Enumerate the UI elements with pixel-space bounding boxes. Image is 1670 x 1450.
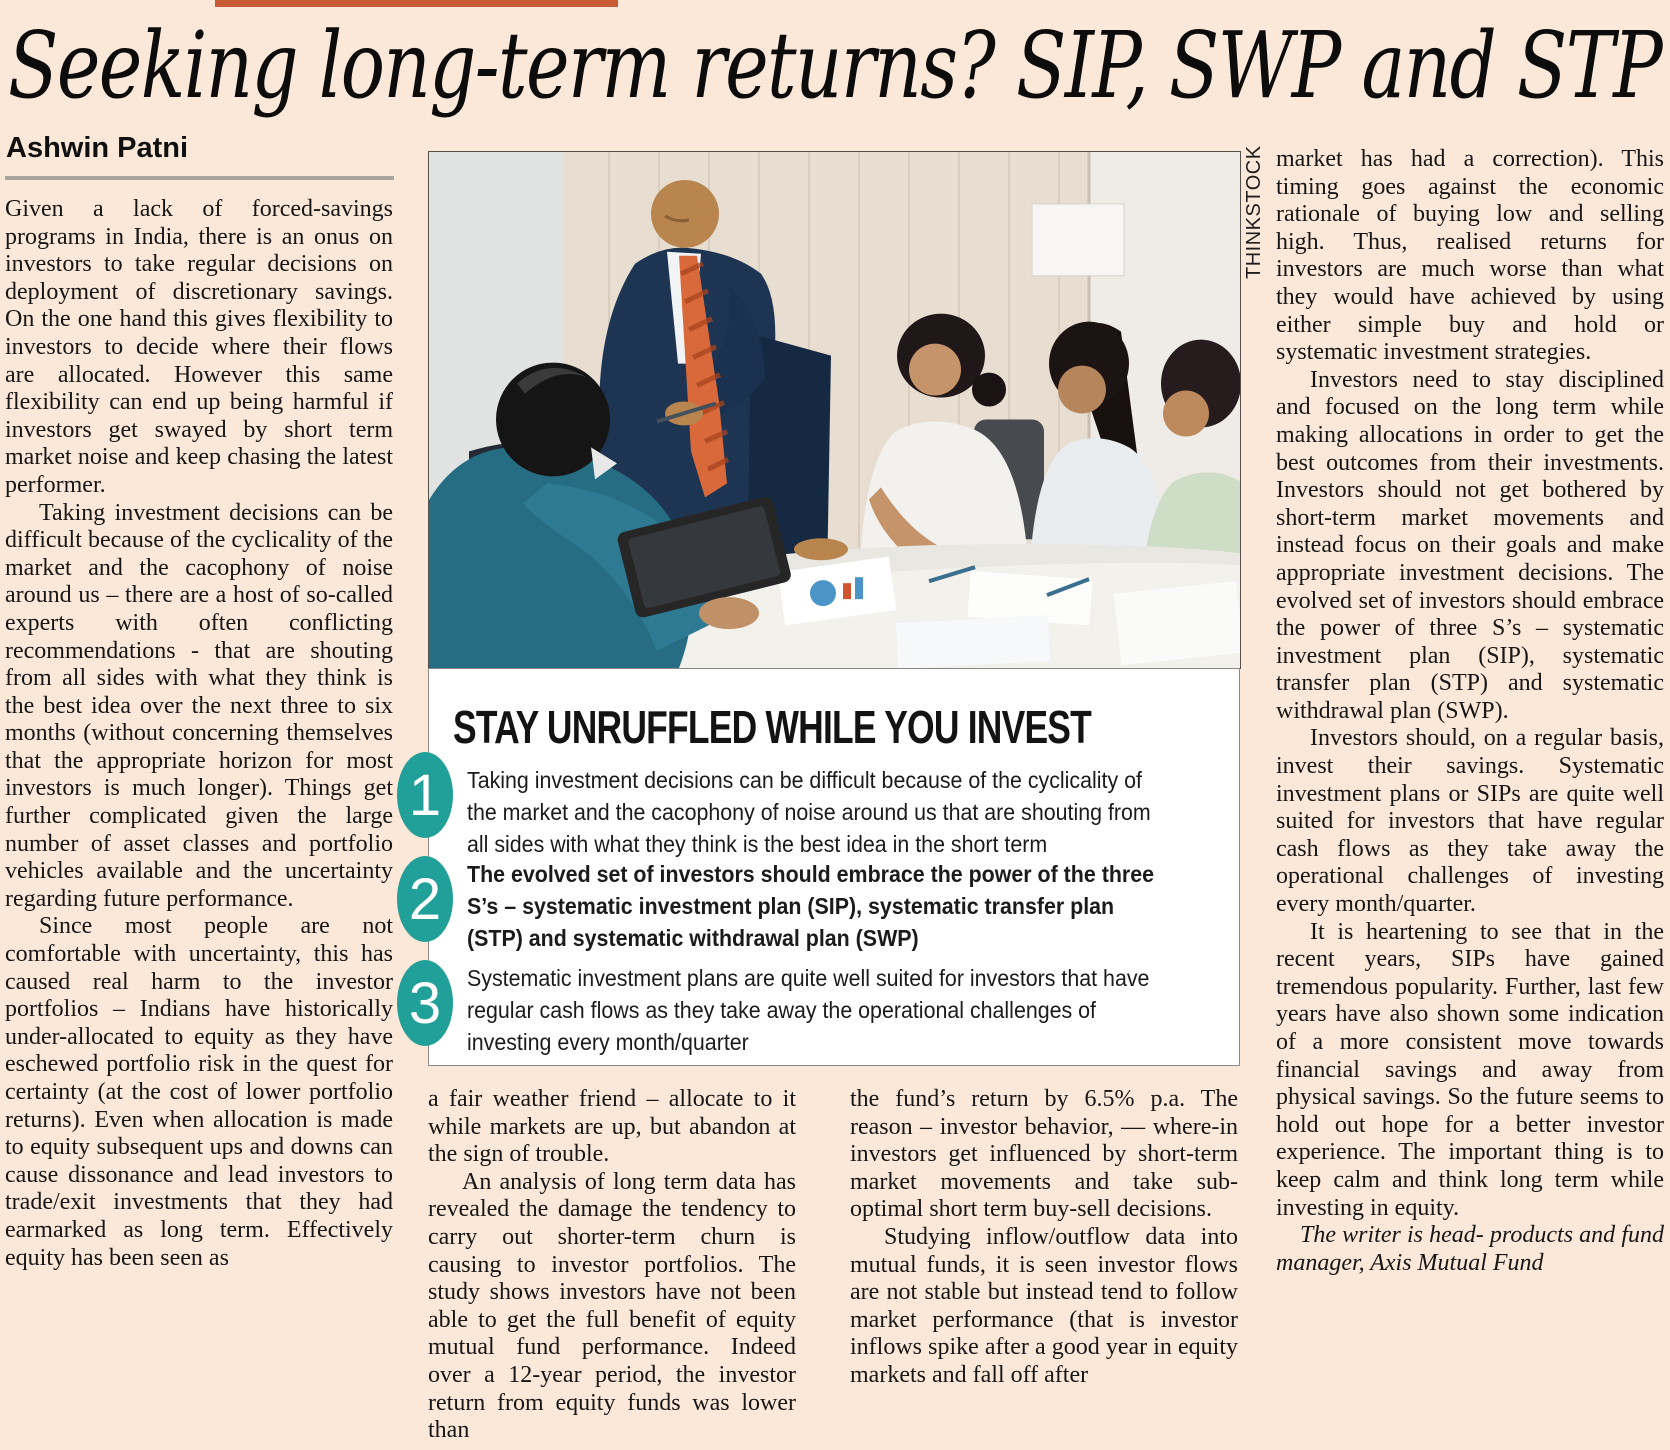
whiteboard <box>1032 204 1124 276</box>
hand-on-table <box>794 538 848 560</box>
infobox-item-1: Taking investment decisions can be difficult because of the cyclicality of the market and the cacophony of noise around us that are shouting from all sides with what they think is the best idea in the short term <box>467 767 1151 857</box>
byline: Ashwin Patni <box>6 132 189 164</box>
infobox-item-2: The evolved set of investors should embrace the power of the three S’s – systematic investment plan (SIP), systematic transfer plan (STP) and systematic withdrawal plan (SWP) <box>467 861 1155 951</box>
article-column-4 <box>1276 146 1664 1450</box>
article-column-2 <box>428 1086 796 1450</box>
paragraph: Studying inflow/outflow data into mutual funds, it is seen investor flows are not stable but instead tend to follow market performance (that is investor inflows spike after a good year in equity markets and fall off after <box>850 1223 1238 1388</box>
numbered-badge-3: 3 <box>397 960 453 1046</box>
paragraph: Investors should, on a regular basis, invest their savings. Systematic investment plans or SIPs are quite well suited for investors that have regular cash flows as they take away the operational challenges of investing every month/quarter. <box>1276 725 1664 918</box>
stay-unruffled-infobox <box>408 668 1240 1066</box>
paragraph: Since most people are not comfortable with uncertainty, this has caused real harm to the investor portfolios – Indians have historically under-allocated to equity as they have eschewed portfolio risk in the quest for certainty (at the cost of lower portfolio returns). Even when allocation is made to equity subsequent ups and downs can cause dissonance and lead investors to trade/exit investments that they had earmarked as long term. Effectively equity has been seen as <box>5 913 393 1271</box>
bald-head <box>651 180 719 248</box>
paragraph: the fund’s return by 6.5% p.a. The reason – investor behavior, — where-in investors get influenced by short-term market movements and take sub-optimal short term buy-sell decisions. <box>850 1086 1238 1223</box>
numbered-badge-1: 1 <box>397 752 453 838</box>
paragraph: An analysis of long term data has revealed the damage the tendency to carry out shorter-term churn is causing to investor portfolios. The study shows investors have not been able to get the full benefit of equity mutual fund performance. Indeed over a 12-year period, the investor return from equity funds was lower than <box>428 1168 796 1444</box>
writer-credit: The writer is head- products and fund manager, Axis Mutual Fund <box>1276 1222 1664 1276</box>
article-column-3 <box>850 1086 1238 1450</box>
meeting-photo <box>428 151 1241 669</box>
paragraph: Investors need to stay disciplined and focused on the long term while making allocations in order to get the best outcomes from their investments. Investors should not get bothered by short-term market movements and instead focus on their goals and make appropriate investment decisions. The evolved set of investors should embrace the power of three S’s – systematic investment plan (SIP), systematic transfer plan (STP) and systematic withdrawal plan (SWP). <box>1276 366 1664 724</box>
numbered-badge-2: 2 <box>397 856 453 942</box>
hand-holding-tablet <box>699 597 759 629</box>
paragraph: Given a lack of forced-savings programs in India, there is an onus on investors to take regular decisions on deployment of discretionary savings. On the one hand this gives flexibility to investors to decide where their flows are allocated. However this same flexibility can end up being harmful if investors get swayed by short term market noise and keep chasing the latest performer. <box>5 196 393 498</box>
article-headline: Seeking long-term returns? SIP, SWP and STP <box>8 12 1662 119</box>
paragraph: Taking investment decisions can be difficult because of the cyclicality of the market and the cacophony of noise around us – there are a host of so-called experts with often conflicting recommendations - that are shouting from all sides with what they think is the best idea over the next three to six months (without concerning themselves that the appropriate horizon for most investors is much longer). Things get further complicated given the large number of asset classes and portfolio vehicles available and the uncertainty regarding future performance. <box>5 499 393 912</box>
infobox-title: STAY UNRUFFLED WHILE YOU INVEST <box>453 701 1092 753</box>
photo-credit: THINKSTOCK <box>1243 145 1265 279</box>
meeting-photo-illustration <box>429 152 1240 668</box>
byline-rule <box>5 176 394 180</box>
article-column-1 <box>5 196 393 1450</box>
paragraph: a fair weather friend – allocate to it while markets are up, but abandon at the sign of trouble. <box>428 1086 796 1168</box>
top-accent-bar <box>215 0 618 7</box>
paragraph: market has had a correction). This timing goes against the economic rationale of buying low and selling high. Thus, realised returns for investors are much worse than what they would have achieved by using either simple buy and hold or systematic investment strategies. <box>1276 146 1664 366</box>
paragraph: It is heartening to see that in the recent years, SIPs have gained tremendous popularity. Further, last few years have also shown some indication of a more consistent move towards financial savings and away from physical savings. So the future seems to hold out hope for a better investor experience. The important thing is to keep calm and think long term while investing in equity. <box>1276 918 1664 1221</box>
infobox-item-3: Systematic investment plans are quite well suited for investors that have regular cash flows as they take away the operational challenges of investing every month/quarter <box>467 965 1150 1055</box>
